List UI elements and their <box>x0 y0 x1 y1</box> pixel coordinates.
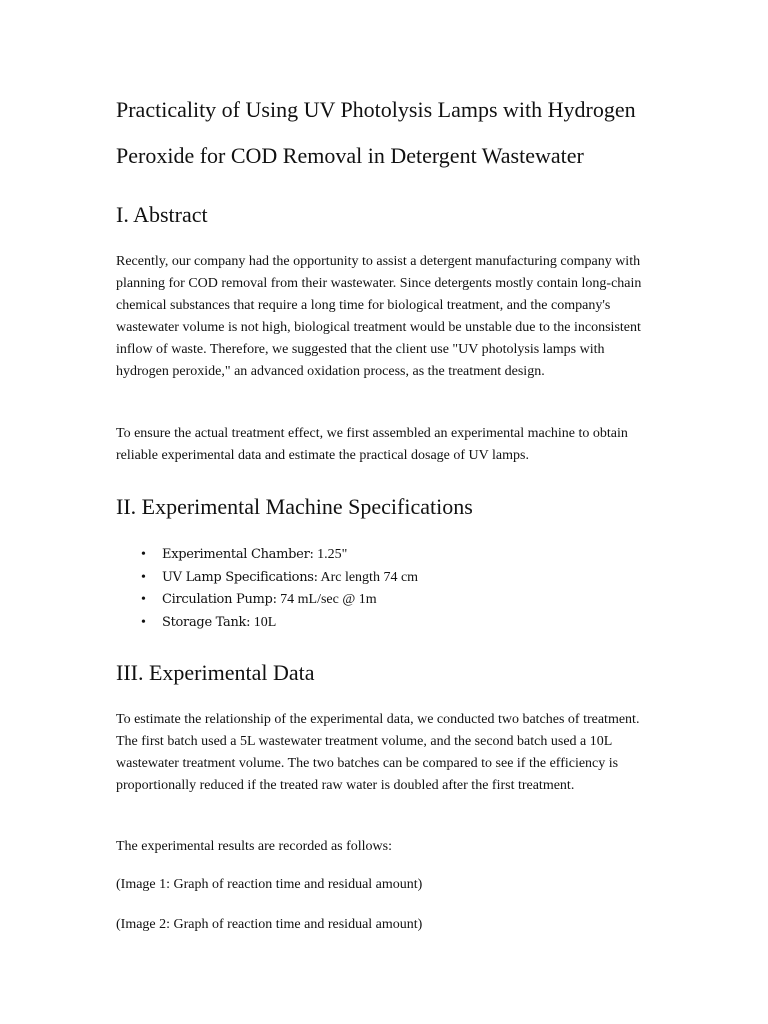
spec-value: 74 mL/sec @ 1m <box>280 592 377 607</box>
image-caption-1: (Image 1: Graph of reaction time and residual amount) <box>116 877 423 892</box>
spec-value: 10L <box>253 614 277 630</box>
document-title-line-1: Practicality of Using UV Photolysis Lamps with Hydrogen <box>116 97 636 122</box>
bullet-icon: • <box>141 614 146 630</box>
spec-label: Storage Tank: <box>162 614 251 630</box>
bullet-icon: • <box>141 569 146 585</box>
abstract-paragraph-1: Recently, our company had the opportunity to assist a detergent manufacturing company with planning for COD removal from their wastewater. Since detergents mostly contain long-chain chemical substances that require a long time for biological treatment, and the company's wastewater volume is not high, biological treatment would be unstable due to the inconsistent inflow of waste. Therefore, we suggested that the client use "UV photolysis lamps with hydrogen peroxide," an advanced oxidation process, as the treatment design. <box>116 254 642 379</box>
spec-value: Arc length 74 cm <box>320 569 419 585</box>
image-caption-2: (Image 2: Graph of reaction time and residual amount) <box>116 917 423 932</box>
document-title-line-2: Peroxide for COD Removal in Detergent Wastewater <box>116 143 584 168</box>
spec-item-uv-lamp <box>116 567 616 590</box>
bullet-icon: • <box>141 547 146 562</box>
section-heading-specs: II. Experimental Machine Specifications <box>116 494 473 519</box>
spec-list <box>116 544 616 634</box>
data-paragraph-1: To estimate the relationship of the experimental data, we conducted two batches of treatment. The first batch used a 5L wastewater treatment volume, and the second batch used a 10L wastewater treatment volume. The two batches can be compared to see if the efficiency is proportionally reduced if the treated raw water is doubled after the first treatment. <box>116 712 640 793</box>
abstract-paragraph-2: To ensure the actual treatment effect, we first assembled an experimental machine to obtain reliable experimental data and estimate the practical dosage of UV lamps. <box>116 426 628 463</box>
section-heading-data: III. Experimental Data <box>116 660 315 685</box>
spec-label: Circulation Pump: <box>162 592 277 607</box>
spec-label: Experimental Chamber: <box>162 547 314 562</box>
spec-label: UV Lamp Specifications: <box>162 569 318 585</box>
spec-item-tank <box>116 612 616 635</box>
spec-item-pump <box>116 589 616 612</box>
spec-value: 1.25" <box>317 547 348 562</box>
data-paragraph-2: The experimental results are recorded as follows: <box>116 839 393 854</box>
section-heading-abstract: I. Abstract <box>116 202 208 227</box>
bullet-icon: • <box>141 592 146 607</box>
spec-item-chamber <box>116 544 616 567</box>
